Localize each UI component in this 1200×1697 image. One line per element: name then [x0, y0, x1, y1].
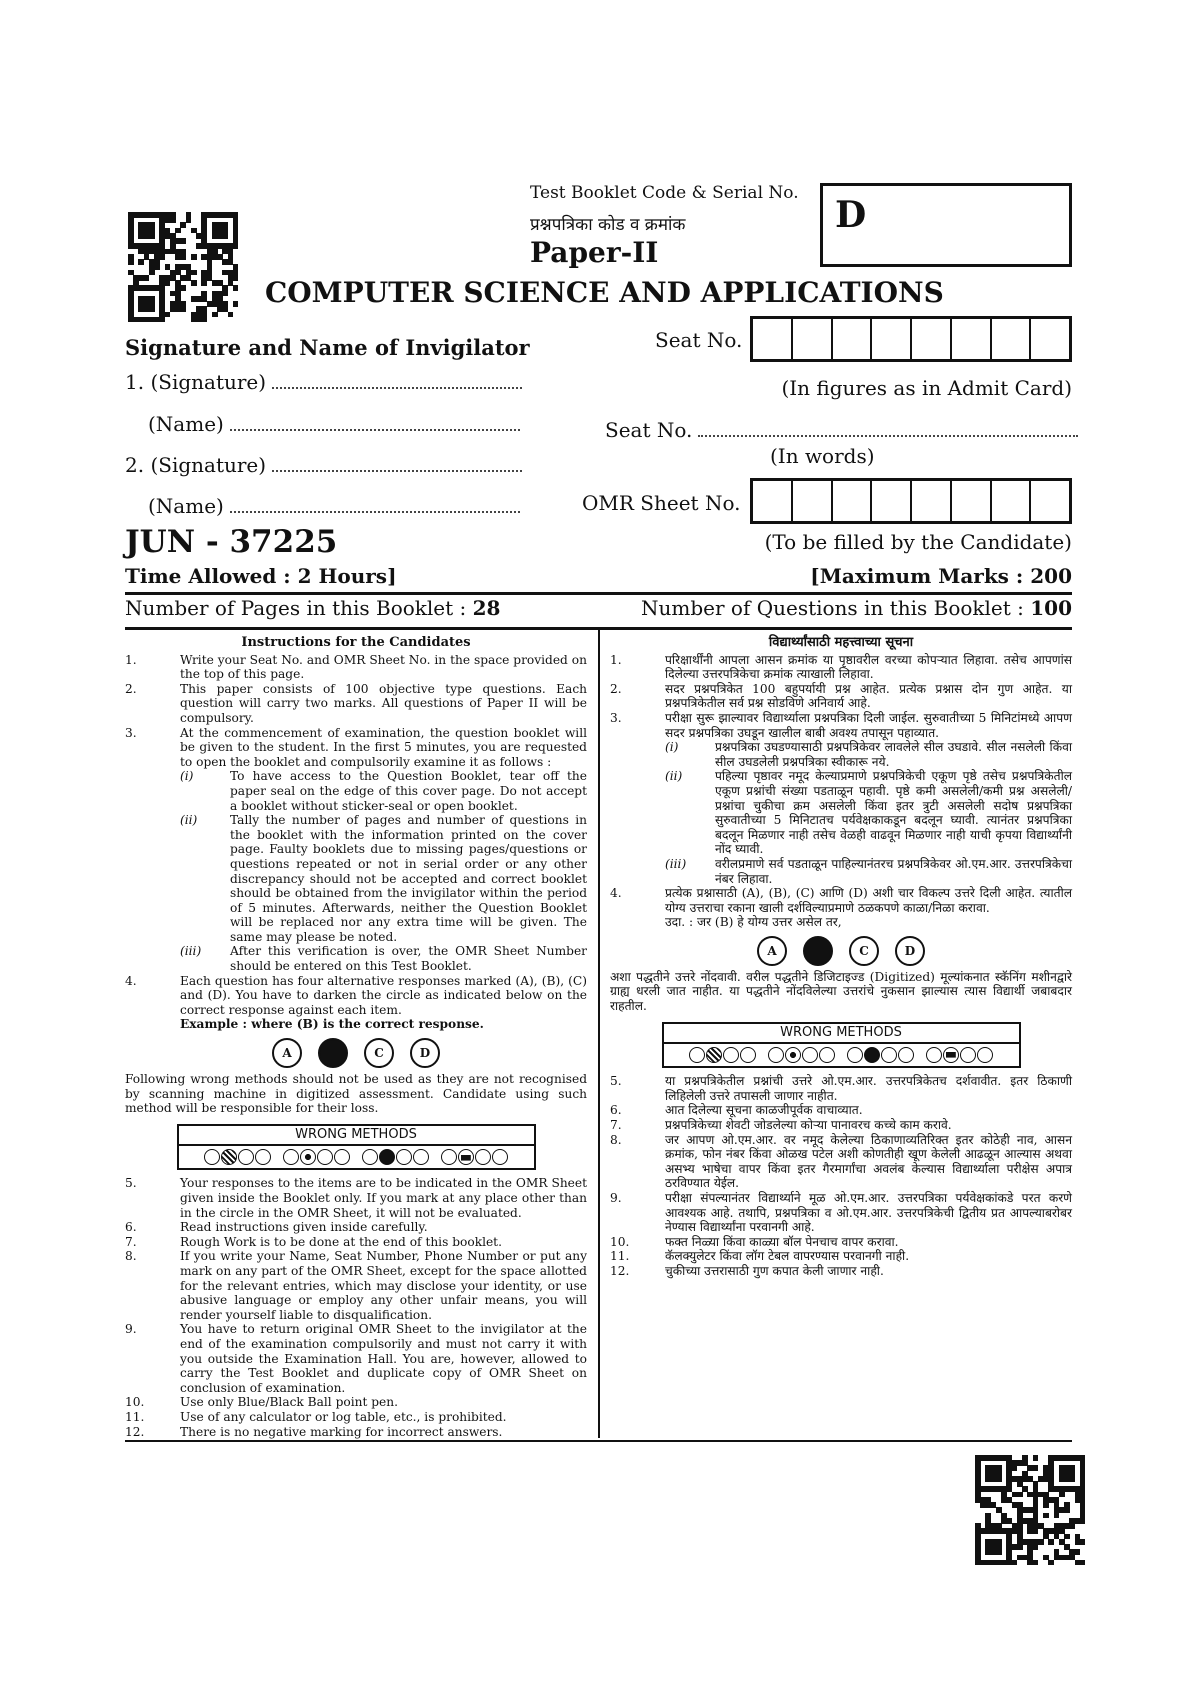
qr-module: [1012, 1465, 1018, 1471]
sub-item: (i) To have access to the Question Booklet, tear off the paper seal on the edge of this cover page. Do not accept a booklet without sticker-seal or open booklet.: [180, 769, 587, 813]
sample-circle: [334, 1149, 350, 1165]
sample-circle: [317, 1149, 333, 1165]
list-item: 12. चुकीच्या उत्तरासाठी गुण कपात केली जाणार नाही.: [610, 1263, 884, 1278]
qr-module: [212, 312, 218, 318]
qr-code-top: [128, 212, 238, 322]
example-circles: [125, 1038, 587, 1068]
qr-module: [1080, 1518, 1086, 1524]
sample-circle: [283, 1149, 299, 1165]
wrong-sample: [847, 1047, 914, 1063]
qr-module: [1075, 1549, 1081, 1555]
option-d: D: [895, 936, 925, 966]
option-a: A: [757, 936, 787, 966]
qr-code-bottom: [975, 1455, 1085, 1565]
sample-circle: [362, 1149, 378, 1165]
qr-module: [1043, 1502, 1049, 1508]
qr-module: [180, 254, 186, 260]
qr-module: [159, 317, 165, 323]
qr-module: [1048, 1539, 1054, 1545]
qr-module: [233, 243, 239, 249]
list-item: 1. Write your Seat No. and OMR Sheet No. in the space provided on the top of this page.: [125, 652, 587, 682]
sample-circle: [492, 1149, 508, 1165]
qr-module: [1069, 1476, 1075, 1482]
wrong-methods-title: WRONG METHODS: [179, 1126, 534, 1147]
qr-module: [1064, 1507, 1070, 1513]
list-hi-sub: [610, 740, 1072, 886]
sample-circle: [458, 1149, 474, 1165]
qr-module: [996, 1549, 1002, 1555]
list-item: 2. सदर प्रश्नपत्रिकेत 100 बहुपर्यायी प्रश्न आहेत. प्रत्येक प्रश्नास दोन गुण आहेत. या प्रश्नपत्रिकेतील सर्व प्रश्न सोडविणे अनिवार्य आहे.: [610, 681, 1072, 711]
list-hi-2: [610, 1074, 1072, 1278]
qr-module: [138, 259, 144, 265]
list-item: 8. If you write your Name, Seat Number, Phone Number or put any mark on any part of the OMR Sheet, except for the space allotted for the relevant entries, which may disclose your identity, or use abusive language or employ any other unfair means, you will render yourself liable to disqualification.: [125, 1249, 587, 1322]
qr-module: [1069, 1523, 1075, 1529]
sample-circle: [255, 1149, 271, 1165]
booklet-code-box: [820, 183, 1072, 267]
list-item: 11. कॅलक्युलेटर किंवा लॉग टेबल वापरण्यास परवानगी नाही.: [610, 1249, 910, 1264]
qr-module: [149, 233, 155, 239]
list-item: 2. This paper consists of 100 objective type questions. Each question will carry two marks. All questions of Paper II will be compulsory.: [125, 681, 587, 725]
qr-module: [165, 280, 171, 286]
qr-module: [222, 233, 228, 239]
seat-figures-note: (In figures as in Admit Card): [781, 376, 1072, 400]
qr-module: [1017, 1492, 1023, 1498]
list-item: 12. There is no negative marking for incorrect answers.: [125, 1424, 503, 1439]
paper-title: Paper-II: [530, 236, 659, 269]
wrong-methods-row-hi: [664, 1044, 1019, 1066]
qr-module: [175, 228, 181, 234]
rule-bottom: [125, 1440, 1072, 1442]
list-item: 5. या प्रश्नपत्रिकेतील प्रश्नांची उत्तरे ओ.एम.आर. उत्तरपत्रिकेतच दर्शवावीत. इतर ठिकाणी लिहिलेली उत्तरे तपासली जाणार नाहीत.: [610, 1074, 1072, 1103]
qr-module: [154, 264, 160, 270]
list-en-1: [125, 653, 587, 770]
list-item: 7. प्रश्नपत्रिकेच्या शेवटी जोडलेल्या कोऱ्या पानावरच कच्चे काम करावे.: [610, 1118, 952, 1133]
invigilator-signature-2[interactable]: 2. (Signature): [125, 453, 522, 477]
sample-circle: [802, 1047, 818, 1063]
subject-title: COMPUTER SCIENCE AND APPLICATIONS: [265, 276, 944, 309]
option-a: A: [272, 1038, 302, 1068]
qr-module: [222, 291, 228, 297]
qr-module: [165, 312, 171, 318]
instructions-title: Instructions for the Candidates: [241, 635, 471, 650]
qr-module: [1033, 1455, 1039, 1461]
wrong-sample: [441, 1149, 508, 1165]
qr-module: [1038, 1539, 1044, 1545]
list-item: 10. Use only Blue/Black Ball point pen.: [125, 1395, 398, 1410]
qr-module: [191, 280, 197, 286]
omr-sheet-label: OMR Sheet No.: [582, 491, 741, 515]
sample-circle: [238, 1149, 254, 1165]
booklet-code-value: D: [835, 194, 867, 236]
list-item: 1. परिक्षार्थींनी आपला आसन क्रमांक या पृष्ठावरील वरच्या कोपऱ्यात लिहावा. तसेच आपणांस दिलेल्या उत्तरपत्रिकेचा क्रमांक त्याखाली लिहावा.: [610, 652, 1072, 682]
qr-module: [233, 285, 239, 291]
sample-circle: [379, 1149, 395, 1165]
qr-module: [1033, 1528, 1039, 1534]
wrong-methods-box: [177, 1124, 536, 1171]
list-item: 3. At the commencement of examination, the question booklet will be given to the student. In the first 5 minutes, you are requested to open the booklet and compulsorily examine it as follows :: [125, 725, 587, 769]
sample-circle: [475, 1149, 491, 1165]
sample-circle: [300, 1149, 316, 1165]
qr-module: [1033, 1465, 1039, 1471]
list-item: 4. Each question has four alternative responses marked (A), (B), (C) and (D). You have to darken the circle as indicated below on the correct response against each item.: [125, 973, 587, 1017]
list-item: 4. प्रत्येक प्रश्नासाठी (A), (B), (C) आणि (D) अशी चार विकल्प उत्तरे दिली आहेत. त्यातील योग्य उत्तराचा रकाना खाली दर्शविल्याप्रमाणे ठळकपणे काळा/निळा करावा.: [610, 886, 1072, 915]
pages-count: Number of Pages in this Booklet : 28: [125, 596, 501, 620]
column-divider: [598, 630, 600, 1438]
qr-module: [201, 280, 207, 286]
qr-module: [1017, 1544, 1023, 1550]
list-item: 6. आत दिलेल्या सूचना काळजीपूर्वक वाचाव्यात.: [610, 1103, 863, 1118]
candidate-fill-note: (To be filled by the Candidate): [764, 530, 1072, 554]
list-item: 8. जर आपण ओ.एम.आर. वर नमूद केलेल्या ठिकाणाव्यतिरिक्त इतर कोठेही नाव, आसन क्रमांक, फोन नंबर किंवा ओळख पटेल अशी कोणतीही खूण केलेली आढळून आल्यास अथवा असभ्य भाषेचा वापर किंवा इतर गैरमार्गांचा अवलंब केल्यास विद्यार्थ्याला परीक्षेस अपात्र ठरविण्यात येईल.: [610, 1132, 1072, 1191]
example-text-hi: उदा. : जर (B) हे योग्य उत्तर असेल तर,: [665, 915, 842, 930]
wrong-sample: [689, 1047, 756, 1063]
sample-circle: [441, 1149, 457, 1165]
qr-module: [1033, 1544, 1039, 1550]
qr-module: [149, 306, 155, 312]
qr-module: [128, 259, 134, 265]
qr-module: [1048, 1560, 1054, 1566]
qr-module: [201, 317, 207, 323]
sample-circle: [881, 1047, 897, 1063]
maximum-marks: [Maximum Marks : 200: [810, 564, 1072, 588]
sample-circle: [768, 1047, 784, 1063]
list-item: 7. Rough Work is to be done at the end of this booklet.: [125, 1234, 502, 1249]
seat-no-words[interactable]: Seat No.: [605, 418, 1078, 442]
qr-module: [233, 301, 239, 307]
qr-module: [1012, 1560, 1018, 1566]
sample-circle: [785, 1047, 801, 1063]
sample-circle: [926, 1047, 942, 1063]
sample-circle: [977, 1047, 993, 1063]
sample-circle: [847, 1047, 863, 1063]
qr-module: [1064, 1534, 1070, 1540]
qr-module: [1043, 1513, 1049, 1519]
wrong-methods-row: [179, 1146, 534, 1168]
wrong-methods-title-hi: WRONG METHODS: [664, 1024, 1019, 1045]
qr-module: [186, 217, 192, 223]
list-en-2: [125, 1176, 587, 1439]
option-d: D: [410, 1038, 440, 1068]
example-text: Example : where (B) is the correct response.: [180, 1017, 484, 1032]
booklet-code-label-hindi: प्रश्नपत्रिका कोड व क्रमांक: [530, 215, 686, 235]
option-c: C: [364, 1038, 394, 1068]
invigilator-signature-1[interactable]: 1. (Signature): [125, 370, 522, 394]
wrong-sample: [926, 1047, 993, 1063]
qr-module: [1059, 1492, 1065, 1498]
list-item: 3. परीक्षा सुरू झाल्यावर विद्यार्थ्याला प्रश्नपत्रिका दिली जाईल. सुरुवातीच्या 5 मिनिटांमध्ये आपण सदर प्रश्नपत्रिका उघडून खालील बाबी अवश्य तपासून पहाव्यात.: [610, 710, 1072, 740]
qr-module: [144, 275, 150, 281]
wrong-methods-text-hi: अशा पद्धतीने उत्तरे नोंदवावी. वरील पद्धतीने डिजिटाइज्ड (Digitized) मूल्यांकनात स्कॅनिंग मशीनद्वारे ग्राह्य धरली जात नाहीत. या पद्धतीने नोंदविलेल्या उत्तरांचे नुकसान झाल्यास त्यास विद्यार्थी जबाबदार राहतील.: [610, 969, 1072, 1014]
qr-module: [191, 254, 197, 260]
invigilator-name-2[interactable]: (Name): [148, 494, 520, 518]
option-b-filled: [803, 936, 833, 966]
list-item: 5. Your responses to the items are to be indicated in the OMR Sheet given inside the Booklet only. If you mark at any place other than in the circle in the OMR Sheet, it will not be evaluated.: [125, 1176, 587, 1220]
qr-module: [159, 254, 165, 260]
sub-item: (iii) After this verification is over, the OMR Sheet Number should be entered on this Test Booklet.: [180, 944, 587, 974]
qr-module: [180, 285, 186, 291]
list-item: 10. फक्त निळ्या किंवा काळ्या बॉल पेनचाच वापर करावा.: [610, 1234, 899, 1249]
sample-circle: [740, 1047, 756, 1063]
seat-no-boxes[interactable]: [750, 316, 1072, 362]
invigilator-name-1[interactable]: (Name): [148, 412, 520, 436]
qr-module: [233, 275, 239, 281]
omr-sheet-boxes[interactable]: [750, 478, 1072, 524]
sample-circle: [864, 1047, 880, 1063]
sub-item: (ii) पहिल्या पृष्ठावर नमूद केल्याप्रमाणे प्रश्नपत्रिकेची एकूण पृष्ठे तसेच प्रश्नपत्रिकेतील एकूण प्रश्नांची संख्या पडताळून पहावी. पृष्ठे कमी असलेली/कमी प्रश्न असलेली/प्रश्नांचा चुकीचा क्रम असलेली किंवा इतर त्रुटी असलेली सदोष प्रश्नपत्रिका सुरुवातीच्या 5 मिनिटातच पर्यवेक्षकाकडून बदलून घ्यावी. त्यानंतर प्रश्नपत्रिका बदलून मिळणार नाही तसेच वेळही वाढवून मिळणार नाही याची कृपया विद्यार्थ्यांनी नोंद घ्यावी.: [665, 769, 1072, 857]
wrong-methods-text: Following wrong methods should not be used as they are not recognised by scanning machine in digitized assessment. Candidate using such method will be responsible for their loss.: [125, 1072, 587, 1116]
qr-module: [191, 270, 197, 276]
sample-circle: [221, 1149, 237, 1165]
seat-words-note: (In words): [770, 444, 875, 468]
qr-module: [180, 222, 186, 228]
list-hi-1: [610, 653, 1072, 741]
wrong-methods-box-hi: [662, 1022, 1021, 1069]
qr-module: [1054, 1513, 1060, 1519]
sample-circle: [689, 1047, 705, 1063]
sample-circle: [898, 1047, 914, 1063]
option-b-filled: [318, 1038, 348, 1068]
list-en-sub: [125, 769, 587, 973]
qr-module: [1080, 1560, 1086, 1566]
qr-module: [170, 217, 176, 223]
wrong-sample: [283, 1149, 350, 1165]
invigilator-title: Signature and Name of Invigilator: [125, 335, 530, 360]
list-item: 11. Use of any calculator or log table, etc., is prohibited.: [125, 1409, 507, 1424]
instructions-title-hi: विद्यार्थ्यांसाठी महत्त्वाच्या सूचना: [768, 635, 914, 650]
sub-item: (i) प्रश्नपत्रिका उघडण्यासाठी प्रश्नपत्रिकेवर लावलेले सील उघडावे. सील नसलेली किंवा सील उघडलेली प्रश्नपत्रिका स्वीकारू नये.: [665, 740, 1072, 769]
sample-circle: [723, 1047, 739, 1063]
example-circles-hi: [610, 936, 1072, 966]
sample-circle: [819, 1047, 835, 1063]
seat-no-label: Seat No.: [655, 328, 743, 352]
time-allowed: Time Allowed : 2 Hours]: [125, 564, 397, 588]
option-c: C: [849, 936, 879, 966]
instructions-marathi: [610, 636, 1072, 1279]
sample-circle: [943, 1047, 959, 1063]
qr-module: [180, 238, 186, 244]
wrong-sample: [768, 1047, 835, 1063]
qr-module: [1080, 1539, 1086, 1545]
exam-code: JUN - 37225: [125, 524, 338, 560]
sample-circle: [413, 1149, 429, 1165]
list-item: 9. परीक्षा संपल्यानंतर विद्यार्थ्याने मूळ ओ.एम.आर. उत्तरपत्रिका पर्यवेक्षकांकडे परत करणे आवश्यक आहे. तथापि, प्रश्नपत्रिका व ओ.एम.आर. उत्तरपत्रिकेची द्वितीय प्रत आपल्याबरोबर नेण्यास विद्यार्थ्यांना परवानगी आहे.: [610, 1191, 1072, 1235]
qr-module: [228, 312, 234, 318]
sample-circle: [396, 1149, 412, 1165]
sample-circle: [960, 1047, 976, 1063]
rule-top: [125, 592, 1072, 595]
sample-circle: [706, 1047, 722, 1063]
qr-module: [996, 1476, 1002, 1482]
sub-item: (ii) Tally the number of pages and number of questions in the booklet with the information printed on the cover page. Faulty booklets due to missing pages/questions or questions repeated or not in serial order or any other discrepancy should not be accepted and correct booklet should be obtained from the invigilator within the period of 5 minutes. Afterwards, neither the Question Booklet will be replaced nor any extra time will be given. The same may please be noted.: [180, 813, 587, 944]
list-item: 9. You have to return original OMR Sheet to the invigilator at the end of the examination compulsorily and must not carry it with you outside the Examination Hall. You are, however, allowed to carry the Test Booklet and duplicate copy of OMR Sheet on conclusion of examination.: [125, 1322, 587, 1395]
wrong-sample: [204, 1149, 271, 1165]
list-item: 6. Read instructions given inside carefully.: [125, 1220, 428, 1235]
qr-module: [1033, 1560, 1039, 1566]
qr-module: [180, 306, 186, 312]
qr-module: [149, 270, 155, 276]
booklet-code-label: Test Booklet Code & Serial No.: [530, 183, 799, 203]
wrong-sample: [362, 1149, 429, 1165]
questions-count: Number of Questions in this Booklet : 100: [641, 596, 1072, 620]
sample-circle: [204, 1149, 220, 1165]
instructions-english: [125, 636, 587, 1439]
sub-item: (iii) वरीलप्रमाणे सर्व पडताळून पाहिल्यानंतरच प्रश्नपत्रिकेवर ओ.एम.आर. उत्तरपत्रिकेचा नंबर लिहावा.: [665, 856, 1072, 886]
